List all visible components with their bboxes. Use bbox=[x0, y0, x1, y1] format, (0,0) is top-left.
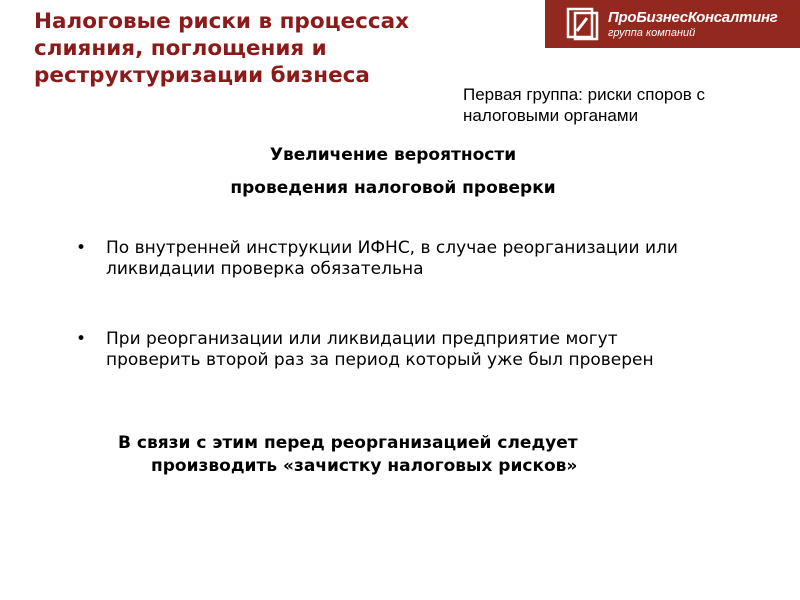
logo-tagline: группа компаний bbox=[608, 27, 696, 39]
conclusion-text bbox=[118, 432, 678, 478]
conclusion-line1: В связи с этим перед реорганизацией следует bbox=[118, 433, 578, 453]
section-heading-line1: Увеличение вероятности bbox=[269, 145, 517, 165]
bullet-item bbox=[76, 329, 716, 371]
bullet-text: При реорганизации или ликвидации предприятие могут проверить второй раз за период который уже был проверен bbox=[106, 329, 654, 370]
logo-name: ПроБизнесКонсалтинг bbox=[608, 9, 778, 26]
company-logo bbox=[545, 0, 800, 48]
bullet-item bbox=[76, 238, 716, 280]
slide-title: Налоговые риски в процессах слияния, поглощения и реструктуризации бизнеса bbox=[34, 9, 409, 88]
bullet-dot-icon: • bbox=[76, 238, 87, 258]
bullet-dot-icon: • bbox=[76, 329, 87, 349]
section-heading-line2: проведения налоговой проверки bbox=[230, 178, 556, 198]
bullet-list bbox=[76, 238, 716, 371]
bullet-text: По внутренней инструкции ИФНС, в случае реорганизации или ликвидации проверка обязательна bbox=[106, 238, 678, 279]
probiz-logo-mark-icon bbox=[565, 6, 601, 42]
conclusion-line2: производить «зачистку налоговых рисков» bbox=[151, 456, 578, 476]
group-label: Первая группа: риски споров с налоговыми органами bbox=[463, 85, 706, 125]
